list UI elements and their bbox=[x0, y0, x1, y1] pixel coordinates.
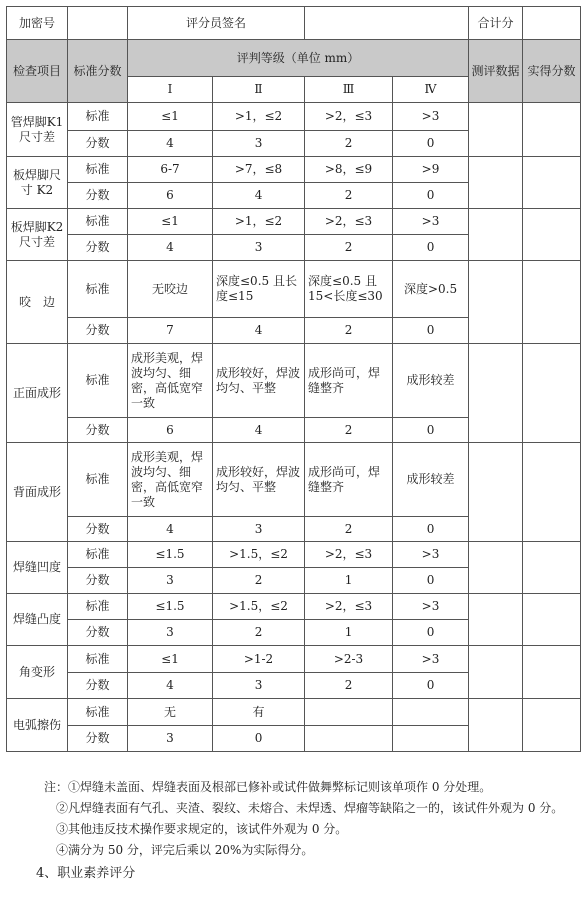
score-grade-4: 0 bbox=[393, 620, 469, 646]
standard-grade-4: 成形较差 bbox=[393, 443, 469, 517]
item-name: 管焊脚K1 尺寸差 bbox=[7, 103, 68, 157]
column-header-row bbox=[7, 40, 581, 77]
score-grade-4: 0 bbox=[393, 418, 469, 443]
score-grade-1: 7 bbox=[128, 318, 213, 344]
item-name: 电弧擦伤 bbox=[7, 699, 68, 752]
score-grade-4: 0 bbox=[393, 673, 469, 699]
actual-score-cell[interactable] bbox=[523, 344, 581, 443]
total-score-field[interactable] bbox=[523, 7, 581, 40]
measured-data-cell[interactable] bbox=[469, 443, 523, 542]
actual-score-cell[interactable] bbox=[523, 261, 581, 344]
standard-grade-4: >3 bbox=[393, 646, 469, 673]
standard-grade-3: >2，≤3 bbox=[305, 542, 393, 568]
score-grade-1: 3 bbox=[128, 620, 213, 646]
actual-score-cell[interactable] bbox=[523, 103, 581, 157]
grade-4: Ⅳ bbox=[393, 77, 469, 103]
row-pipe-leg-k1-diff-standard bbox=[7, 103, 581, 131]
score-grade-2: 4 bbox=[213, 183, 305, 209]
notes bbox=[6, 780, 585, 887]
score-grade-3: 2 bbox=[305, 517, 393, 542]
scorer-signature-label: 评分员签名 bbox=[128, 7, 305, 40]
measured-data-cell[interactable] bbox=[469, 646, 523, 699]
std-score-header: 标准分数 bbox=[68, 40, 128, 103]
note-3: ③其他违反技术操作要求规定的，该试件外观为 0 分。 bbox=[56, 822, 348, 836]
score-grade-1: 4 bbox=[128, 673, 213, 699]
score-grade-1: 4 bbox=[128, 235, 213, 261]
standard-grade-1: 无 bbox=[128, 699, 213, 726]
score-grade-4: 0 bbox=[393, 318, 469, 344]
score-grade-2: 4 bbox=[213, 318, 305, 344]
row-angular-distortion-standard bbox=[7, 646, 581, 673]
measured-data-cell[interactable] bbox=[469, 103, 523, 157]
standard-grade-3: >2，≤3 bbox=[305, 209, 393, 235]
standard-grade-4: >3 bbox=[393, 594, 469, 620]
standard-grade-2: >1，≤2 bbox=[213, 103, 305, 131]
score-label: 分数 bbox=[68, 131, 128, 157]
item-name: 正面成形 bbox=[7, 344, 68, 443]
score-grade-3: 2 bbox=[305, 235, 393, 261]
score-label: 分数 bbox=[68, 726, 128, 752]
row-arc-strike-standard bbox=[7, 699, 581, 726]
standard-grade-1: 成形美观，焊波均匀、细密，高低宽窄一致 bbox=[128, 443, 213, 517]
standard-grade-1: 成形美观，焊波均匀、细密，高低宽窄一致 bbox=[128, 344, 213, 418]
standard-label: 标准 bbox=[68, 542, 128, 568]
score-grade-1: 6 bbox=[128, 183, 213, 209]
standard-label: 标准 bbox=[68, 157, 128, 183]
item-name: 板焊脚K2 尺寸差 bbox=[7, 209, 68, 261]
score-label: 分数 bbox=[68, 418, 128, 443]
standard-grade-3: 深度≤0.5 且 15<长度≤30 bbox=[305, 261, 393, 318]
header-row bbox=[7, 7, 581, 40]
standard-grade-1: ≤1 bbox=[128, 209, 213, 235]
actual-score-cell[interactable] bbox=[523, 209, 581, 261]
grade-3: Ⅲ bbox=[305, 77, 393, 103]
scorer-signature-field[interactable] bbox=[305, 7, 469, 40]
item-header: 检查项目 bbox=[7, 40, 68, 103]
score-grade-3: 2 bbox=[305, 131, 393, 157]
standard-grade-3: >8，≤9 bbox=[305, 157, 393, 183]
row-weld-convexity-standard bbox=[7, 594, 581, 620]
note-2: ②凡焊缝表面有气孔、夹渣、裂纹、未熔合、未焊透、焊瘤等缺陷之一的，该试件外观为 0 分。 bbox=[56, 801, 564, 815]
measured-data-cell[interactable] bbox=[469, 157, 523, 209]
note-4: ④满分为 50 分，评完后乘以 20%为实际得分。 bbox=[56, 843, 314, 857]
score-grade-2: 2 bbox=[213, 620, 305, 646]
encrypt-no-label: 加密号 bbox=[7, 7, 68, 40]
score-label: 分数 bbox=[68, 673, 128, 699]
standard-label: 标准 bbox=[68, 261, 128, 318]
score-label: 分数 bbox=[68, 235, 128, 261]
actual-score-cell[interactable] bbox=[523, 594, 581, 646]
standard-grade-2: >1.5，≤2 bbox=[213, 594, 305, 620]
standard-grade-3 bbox=[305, 699, 393, 726]
score-grade-2: 3 bbox=[213, 673, 305, 699]
score-grade-3: 1 bbox=[305, 620, 393, 646]
actual-score-cell[interactable] bbox=[523, 699, 581, 752]
standard-grade-3: 成形尚可，焊缝整齐 bbox=[305, 344, 393, 418]
score-grade-4 bbox=[393, 726, 469, 752]
standard-grade-2: 成形较好，焊波均匀、平整 bbox=[213, 344, 305, 418]
standard-grade-1: ≤1 bbox=[128, 646, 213, 673]
standard-grade-2: 有 bbox=[213, 699, 305, 726]
score-grade-4: 0 bbox=[393, 517, 469, 542]
score-label: 分数 bbox=[68, 183, 128, 209]
actual-score-cell[interactable] bbox=[523, 646, 581, 699]
score-grade-1: 3 bbox=[128, 568, 213, 594]
row-plate-leg-k2-size-standard bbox=[7, 157, 581, 183]
score-grade-2: 0 bbox=[213, 726, 305, 752]
standard-label: 标准 bbox=[68, 699, 128, 726]
item-name: 咬 边 bbox=[7, 261, 68, 344]
measured-data-cell[interactable] bbox=[469, 344, 523, 443]
item-name: 板焊脚尺寸 K2 bbox=[7, 157, 68, 209]
standard-grade-4: 深度>0.5 bbox=[393, 261, 469, 318]
row-weld-concavity-standard bbox=[7, 542, 581, 568]
standard-grade-1: 6-7 bbox=[128, 157, 213, 183]
score-grade-2: 3 bbox=[213, 131, 305, 157]
item-name: 焊缝凸度 bbox=[7, 594, 68, 646]
score-grade-4: 0 bbox=[393, 131, 469, 157]
standard-grade-2: >7，≤8 bbox=[213, 157, 305, 183]
score-grade-4: 0 bbox=[393, 183, 469, 209]
standard-grade-4: >3 bbox=[393, 542, 469, 568]
score-grade-3 bbox=[305, 726, 393, 752]
score-label: 分数 bbox=[68, 568, 128, 594]
score-grade-2: 4 bbox=[213, 418, 305, 443]
score-grade-4: 0 bbox=[393, 568, 469, 594]
standard-label: 标准 bbox=[68, 344, 128, 418]
score-sheet bbox=[6, 6, 580, 881]
grade-1: Ⅰ bbox=[128, 77, 213, 103]
score-grade-2: 2 bbox=[213, 568, 305, 594]
score-grade-1: 4 bbox=[128, 131, 213, 157]
item-name: 角变形 bbox=[7, 646, 68, 699]
standard-grade-3: >2-3 bbox=[305, 646, 393, 673]
standard-grade-4: >9 bbox=[393, 157, 469, 183]
standard-grade-1: 无咬边 bbox=[128, 261, 213, 318]
row-plate-leg-k2-diff-standard bbox=[7, 209, 581, 235]
standard-grade-3: >2，≤3 bbox=[305, 103, 393, 131]
grade-2: Ⅱ bbox=[213, 77, 305, 103]
standard-label: 标准 bbox=[68, 209, 128, 235]
standard-grade-2: >1-2 bbox=[213, 646, 305, 673]
standard-grade-1: ≤1.5 bbox=[128, 542, 213, 568]
score-label: 分数 bbox=[68, 517, 128, 542]
score-grade-2: 3 bbox=[213, 517, 305, 542]
measured-data-cell[interactable] bbox=[469, 209, 523, 261]
standard-grade-4: >3 bbox=[393, 209, 469, 235]
grade-header: 评判等级（单位 mm） bbox=[128, 40, 469, 77]
actual-score-cell[interactable] bbox=[523, 542, 581, 594]
score-grade-3: 2 bbox=[305, 673, 393, 699]
score-grade-3: 2 bbox=[305, 318, 393, 344]
total-score-label: 合计分 bbox=[469, 7, 523, 40]
score-grade-1: 3 bbox=[128, 726, 213, 752]
measured-data-cell[interactable] bbox=[469, 699, 523, 752]
score-grade-4: 0 bbox=[393, 235, 469, 261]
standard-grade-2: 深度≤0.5 且长度≤15 bbox=[213, 261, 305, 318]
row-face-forming-standard bbox=[7, 344, 581, 418]
actual-score-cell[interactable] bbox=[523, 443, 581, 542]
measured-header: 测评数据 bbox=[469, 40, 523, 103]
standard-grade-2: 成形较好，焊波均匀、平整 bbox=[213, 443, 305, 517]
score-label: 分数 bbox=[68, 318, 128, 344]
actual-score-header: 实得分数 bbox=[523, 40, 581, 103]
standard-grade-3: >2，≤3 bbox=[305, 594, 393, 620]
score-grade-2: 3 bbox=[213, 235, 305, 261]
standard-grade-2: >1，≤2 bbox=[213, 209, 305, 235]
standard-grade-2: >1.5，≤2 bbox=[213, 542, 305, 568]
standard-label: 标准 bbox=[68, 103, 128, 131]
measured-data-cell[interactable] bbox=[469, 594, 523, 646]
standard-label: 标准 bbox=[68, 594, 128, 620]
item-name: 焊缝凹度 bbox=[7, 542, 68, 594]
standard-grade-3: 成形尚可，焊缝整齐 bbox=[305, 443, 393, 517]
row-back-forming-standard bbox=[7, 443, 581, 517]
note-1: 注：①焊缝未盖面、焊缝表面及根部已修补或试件做舞弊标记则该单项作 0 分处理。 bbox=[44, 780, 492, 794]
welding-score-table bbox=[6, 6, 581, 752]
encrypt-no-field[interactable] bbox=[68, 7, 128, 40]
measured-data-cell[interactable] bbox=[469, 261, 523, 344]
standard-grade-1: ≤1 bbox=[128, 103, 213, 131]
standard-grade-4: 成形较差 bbox=[393, 344, 469, 418]
measured-data-cell[interactable] bbox=[469, 542, 523, 594]
score-label: 分数 bbox=[68, 620, 128, 646]
standard-grade-1: ≤1.5 bbox=[128, 594, 213, 620]
standard-label: 标准 bbox=[68, 443, 128, 517]
score-grade-3: 2 bbox=[305, 418, 393, 443]
row-undercut-standard bbox=[7, 261, 581, 318]
score-grade-1: 4 bbox=[128, 517, 213, 542]
standard-label: 标准 bbox=[68, 646, 128, 673]
section-heading: 4、职业素养评分 bbox=[36, 866, 136, 881]
standard-grade-4 bbox=[393, 699, 469, 726]
score-grade-3: 2 bbox=[305, 183, 393, 209]
standard-grade-4: >3 bbox=[393, 103, 469, 131]
actual-score-cell[interactable] bbox=[523, 157, 581, 209]
score-grade-3: 1 bbox=[305, 568, 393, 594]
item-name: 背面成形 bbox=[7, 443, 68, 542]
score-grade-1: 6 bbox=[128, 418, 213, 443]
